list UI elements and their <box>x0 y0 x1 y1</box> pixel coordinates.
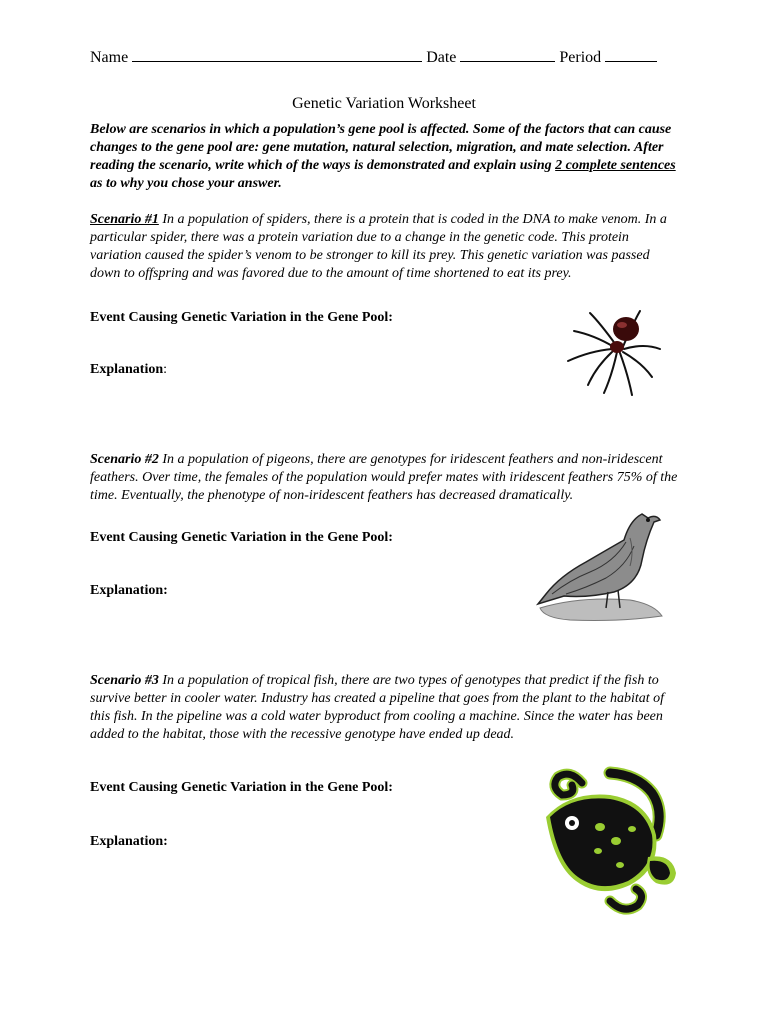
fish-icon <box>540 765 680 925</box>
scenario-3-label: Scenario #3 <box>90 673 159 688</box>
scenario-2-event-label: Event Causing Genetic Variation in the Gene Pool: <box>90 530 393 545</box>
date-label: Date <box>426 49 457 66</box>
scenario-3-event-label: Event Causing Genetic Variation in the Gene Pool: <box>90 780 393 795</box>
instructions-text-1: Below are scenarios in which a population’s gene pool is affected. Some of the factors that can cause changes to the gene pool are: gene mutation, natural selection, migration, and mate selection. After reading the scenario, write which of the ways is demonstrated and explain using <box>90 122 672 173</box>
scenario-1-explanation-word: Explanation <box>90 362 164 377</box>
period-label: Period <box>559 49 602 66</box>
scenario-3-text: In a population of tropical fish, there are two types of genotypes that predict if the fish to survive better in cooler water. Industry has created a pipeline that goes from the plant to the habitat of this fish. In the pipeline was a cold water byproduct from cooling a machine. Since the water has been added to the habitat, those with the recessive genotype have ended up dead. <box>90 673 665 742</box>
period-blank[interactable] <box>605 47 657 62</box>
instructions-text-2: as to why you chose your answer. <box>90 176 282 191</box>
scenario-1-text: In a population of spiders, there is a protein that is coded in the DNA to make venom. In a particular spider, there was a protein variation due to a change in the genetic code. This protein variation caused the spider’s venom to be stronger to kill its prey. This genetic variation was passed down to offspring and was favored due to the amount of time shortened to eat its prey. <box>90 212 667 281</box>
scenario-3-explanation-label: Explanation: <box>90 834 168 849</box>
date-blank[interactable] <box>460 47 555 62</box>
scenario-1-explanation-colon: : <box>163 362 168 377</box>
name-label: Name <box>90 49 129 66</box>
pigeon-icon <box>530 500 670 625</box>
scenario-1-label: Scenario #1 <box>90 212 159 227</box>
instructions-underlined: 2 complete sentences <box>555 158 676 173</box>
scenario-2-text: In a population of pigeons, there are genotypes for iridescent feathers and non-iridescent feathers. Over time, the females of the population would prefer mates with iridescent feathers 75% of the time. Eventually, the phenotype of non-iridescent feathers has decreased dramatically. <box>90 452 678 503</box>
header-fields <box>90 47 690 67</box>
scenario-3 <box>90 672 680 744</box>
scenario-2-label: Scenario #2 <box>90 452 159 467</box>
name-blank[interactable] <box>132 47 422 62</box>
scenario-1 <box>90 211 680 283</box>
scenario-1-explanation-label <box>90 362 167 378</box>
instructions <box>90 121 690 193</box>
spider-icon <box>560 305 670 400</box>
scenario-2-explanation-label: Explanation: <box>90 583 168 598</box>
page-title: Genetic Variation Worksheet <box>292 95 476 112</box>
scenario-1-event-label: Event Causing Genetic Variation in the Gene Pool: <box>90 310 393 325</box>
scenario-2 <box>90 451 680 505</box>
